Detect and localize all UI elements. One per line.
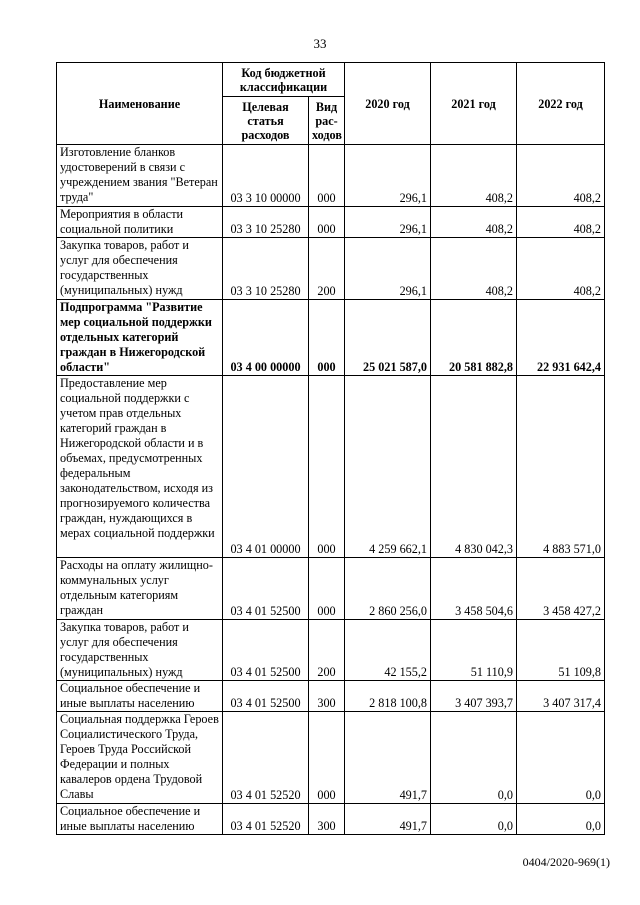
row-target-article: 03 3 10 00000	[223, 145, 309, 207]
row-expense-type: 300	[309, 804, 345, 835]
row-value-2020: 296,1	[345, 238, 431, 300]
row-value-2020: 2 860 256,0	[345, 558, 431, 620]
row-expense-type: 200	[309, 238, 345, 300]
row-target-article: 03 4 00 00000	[223, 300, 309, 376]
row-target-article: 03 4 01 52500	[223, 558, 309, 620]
row-expense-type: 000	[309, 300, 345, 376]
table-row	[57, 558, 605, 620]
row-value-2020: 2 818 100,8	[345, 681, 431, 712]
row-value-2021: 408,2	[431, 145, 517, 207]
row-value-2021: 3 407 393,7	[431, 681, 517, 712]
row-target-article: 03 4 01 52520	[223, 804, 309, 835]
row-expense-type: 000	[309, 207, 345, 238]
table-row	[57, 804, 605, 835]
row-value-2022: 4 883 571,0	[517, 376, 605, 558]
row-value-2020: 491,7	[345, 712, 431, 804]
row-value-2022: 3 458 427,2	[517, 558, 605, 620]
page-number: 33	[313, 36, 327, 51]
row-value-2021: 408,2	[431, 207, 517, 238]
row-value-2020: 296,1	[345, 207, 431, 238]
header-target-article: Целевая статья расходов	[223, 97, 309, 145]
budget-table	[56, 62, 605, 835]
row-value-2020: 491,7	[345, 804, 431, 835]
row-name: Расходы на оплату жилищно-коммунальных услуг отдельным категориям граждан	[57, 558, 223, 620]
table-body	[57, 145, 605, 835]
header-expense-type: Вид рас-ходов	[309, 97, 345, 145]
row-value-2020: 4 259 662,1	[345, 376, 431, 558]
row-target-article: 03 4 01 52500	[223, 620, 309, 681]
row-value-2022: 408,2	[517, 207, 605, 238]
row-name: Закупка товаров, работ и услуг для обеспечения государственных (муниципальных) нужд	[57, 238, 223, 300]
row-name: Закупка товаров, работ и услуг для обеспечения государственных (муниципальных) нужд	[57, 620, 223, 681]
row-name: Мероприятия в области социальной политики	[57, 207, 223, 238]
row-name: Изготовление бланков удостоверений в связи с учреждением звания "Ветеран труда"	[57, 145, 223, 207]
row-value-2021: 408,2	[431, 238, 517, 300]
row-target-article: 03 3 10 25280	[223, 238, 309, 300]
row-value-2020: 42 155,2	[345, 620, 431, 681]
row-name: Подпрограмма "Развитие мер социальной поддержки отдельных категорий граждан в Нижегородской области"	[57, 300, 223, 376]
row-expense-type: 000	[309, 376, 345, 558]
row-target-article: 03 4 01 52500	[223, 681, 309, 712]
header-year-2021: 2021 год	[431, 63, 517, 145]
row-name: Предоставление мер социальной поддержки с учетом прав отдельных категорий граждан в Нижегородской области и в объемах, предусмотренных федеральным законодательством, исходя из прогнозируемого количества граждан, нуждающихся в мерах социальной поддержки	[57, 376, 223, 558]
row-name: Социальная поддержка Героев Социалистического Труда, Героев Труда Российской Федерации и полных кавалеров ордена Трудовой Славы	[57, 712, 223, 804]
table-row	[57, 207, 605, 238]
row-value-2022: 0,0	[517, 712, 605, 804]
row-value-2022: 22 931 642,4	[517, 300, 605, 376]
table-row	[57, 712, 605, 804]
header-name: Наименование	[57, 63, 223, 145]
row-value-2021: 0,0	[431, 804, 517, 835]
row-value-2022: 0,0	[517, 804, 605, 835]
row-expense-type: 300	[309, 681, 345, 712]
row-value-2021: 20 581 882,8	[431, 300, 517, 376]
row-expense-type: 000	[309, 145, 345, 207]
header-budget-code: Код бюджетной классификации	[223, 63, 345, 97]
row-name: Социальное обеспечение и иные выплаты населению	[57, 681, 223, 712]
table-row	[57, 620, 605, 681]
row-value-2021: 51 110,9	[431, 620, 517, 681]
row-value-2021: 4 830 042,3	[431, 376, 517, 558]
row-expense-type: 000	[309, 712, 345, 804]
row-value-2022: 408,2	[517, 238, 605, 300]
table-row	[57, 300, 605, 376]
table-row	[57, 681, 605, 712]
row-value-2022: 408,2	[517, 145, 605, 207]
row-target-article: 03 4 01 52520	[223, 712, 309, 804]
table-row	[57, 376, 605, 558]
header-year-2022: 2022 год	[517, 63, 605, 145]
table-row	[57, 238, 605, 300]
row-value-2021: 3 458 504,6	[431, 558, 517, 620]
row-target-article: 03 3 10 25280	[223, 207, 309, 238]
row-name: Социальное обеспечение и иные выплаты населению	[57, 804, 223, 835]
row-value-2022: 3 407 317,4	[517, 681, 605, 712]
row-expense-type: 200	[309, 620, 345, 681]
row-expense-type: 000	[309, 558, 345, 620]
row-target-article: 03 4 01 00000	[223, 376, 309, 558]
header-year-2020: 2020 год	[345, 63, 431, 145]
row-value-2022: 51 109,8	[517, 620, 605, 681]
row-value-2020: 296,1	[345, 145, 431, 207]
row-value-2020: 25 021 587,0	[345, 300, 431, 376]
document-code: 0404/2020-969(1)	[522, 855, 610, 869]
row-value-2021: 0,0	[431, 712, 517, 804]
table-row	[57, 145, 605, 207]
